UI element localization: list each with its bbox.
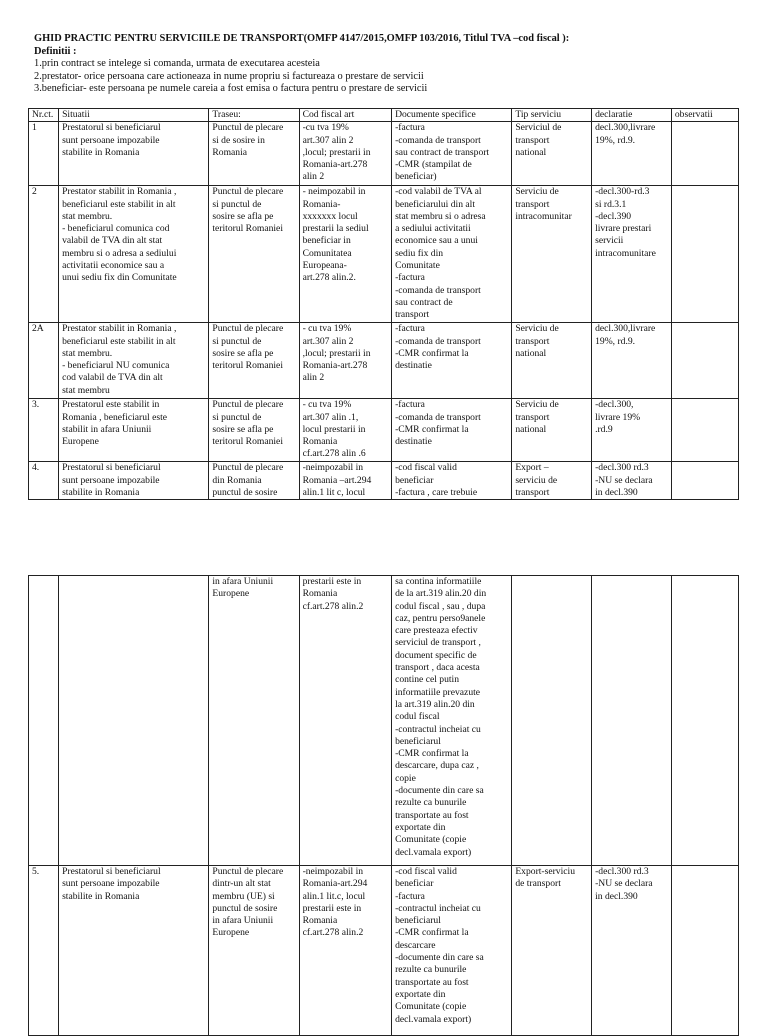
- cell-cod-fiscal: - neimpozabil in Romania- xxxxxxx locul prestarii la sediul beneficiar in Comunitatea Europeana- art.278 alin.2.: [299, 186, 392, 323]
- cell-observatii: [671, 399, 738, 462]
- cell-declaratie: -decl.300 rd.3 -NU se declara in decl.390: [592, 462, 672, 500]
- definition-item: 3.beneficiar- este persoana pe numele careia a fost emisa o factura pentru o prestare de servicii: [34, 83, 428, 95]
- cell-tip-serviciu: Serviciu de transport national: [512, 399, 592, 462]
- cell-nr: 4.: [29, 462, 59, 500]
- column-header-situatii: Situatii: [59, 109, 209, 122]
- cell-nr: 3.: [29, 399, 59, 462]
- cell-observatii: [671, 323, 738, 399]
- definition-item: 1.prin contract se intelege si comanda, urmata de executarea acesteia: [34, 58, 320, 70]
- cell-situatii: Prestatorul si beneficiarul sunt persoane impozabile stabilite in Romania: [59, 122, 209, 186]
- cell-traseu: Punctul de plecare si punctul de sosire se afla pe teritorul Romaniei: [209, 323, 299, 399]
- cell-traseu: in afara Uniunii Europene: [209, 576, 299, 866]
- column-header-traseu: Traseu:: [209, 109, 299, 122]
- column-header-documente: Documente specifice: [392, 109, 512, 122]
- cell-observatii: [671, 866, 738, 1036]
- document-title: GHID PRACTIC PENTRU SERVICIILE DE TRANSPORT(OMFP 4147/2015,OMFP 103/2016, Titlul TVA –cod fiscal ):: [34, 33, 570, 44]
- cell-situatii: Prestatorul si beneficiarul sunt persoane impozabile stabilite in Romania: [59, 866, 209, 1036]
- cell-nr: 5.: [29, 866, 59, 1036]
- cell-observatii: [671, 462, 738, 500]
- cell-situatii: Prestatorul si beneficiarul sunt persoane impozabile stabilite in Romania: [59, 462, 209, 500]
- cell-tip-serviciu: [512, 576, 592, 866]
- cell-documente: -cod valabil de TVA al beneficiarului din alt stat membru si o adresa a sediului activitatii economice sau a unui sediu fix din Comunitate -factura -comanda de transport sau contract de transport: [392, 186, 512, 323]
- definition-item: 2.prestator- orice persoana care actioneaza in nume propriu si factureaza o prestare de servicii: [34, 70, 424, 82]
- cell-declaratie: -decl.300 rd.3 -NU se declara in decl.390: [592, 866, 672, 1036]
- column-header-nr: Nr.ct.: [29, 109, 59, 122]
- document-page-2: [0, 575, 768, 1024]
- cell-documente: -cod fiscal valid beneficiar -factura -contractul incheiat cu beneficiarul -CMR confirmat la descarcare -documente din care sa rezulte ca bunurile transportate au fost exportate din Comunitate (copie decl.vamala export): [392, 866, 512, 1036]
- cell-documente: sa contina informatiile de la art.319 alin.20 din codul fiscal , sau , dupa caz, pentru perso9anele care presteaza efectiv serviciul de transport , document specific de transport , daca acesta contine cel putin informatiile prevazute la art.319 alin.20 din codul fiscal -contractul incheiat cu beneficiarul -CMR confirmat la descarcare, dupa caz , copie -documente din care sa rezulte ca bunurile transportate au fost exportate din Comunitate (copie decl.vamala export): [392, 576, 512, 866]
- cell-cod-fiscal: -neimpozabil in Romania-art.294 alin.1 lit.c, locul prestarii este in Romania cf.art.278 alin.2: [299, 866, 392, 1036]
- document-header: [34, 33, 754, 96]
- cell-cod-fiscal: prestarii este in Romania cf.art.278 alin.2: [299, 576, 392, 866]
- cell-traseu: Punctul de plecare din Romania punctul de sosire: [209, 462, 299, 500]
- cell-tip-serviciu: Serviciu de transport national: [512, 323, 592, 399]
- table-header-row: [29, 109, 739, 122]
- cell-situatii: Prestatorul este stabilit in Romania , beneficiarul este stabilit in afara Uniunii Europene: [59, 399, 209, 462]
- transport-services-table-continued: [28, 575, 739, 1036]
- table-row: [29, 462, 739, 500]
- cell-declaratie: [592, 576, 672, 866]
- cell-tip-serviciu: Export-serviciu de transport: [512, 866, 592, 1036]
- cell-documente: -factura -comanda de transport sau contract de transport -CMR (stampilat de beneficiar): [392, 122, 512, 186]
- table-row: [29, 866, 739, 1036]
- cell-nr: 2A: [29, 323, 59, 399]
- cell-nr: 1: [29, 122, 59, 186]
- cell-declaratie: decl.300,livrare 19%, rd.9.: [592, 323, 672, 399]
- cell-observatii: [671, 576, 738, 866]
- transport-services-table: [28, 108, 739, 500]
- cell-situatii: [59, 576, 209, 866]
- cell-situatii: Prestator stabilit in Romania , beneficiarul este stabilit in alt stat membru. - beneficiarul comunica cod valabil de TVA din alt stat membru si o adresa a sediului activitatii economice sau a unui sediu fix din Comunitate: [59, 186, 209, 323]
- table-row: [29, 186, 739, 323]
- definitions-label: Definitii :: [34, 45, 77, 57]
- cell-documente: -cod fiscal valid beneficiar -factura , care trebuie: [392, 462, 512, 500]
- cell-cod-fiscal: -cu tva 19% art.307 alin 2 ,locul; prestarii in Romania-art.278 alin 2: [299, 122, 392, 186]
- cell-traseu: Punctul de plecare si punctul de sosire se afla pe teritorul Romaniei: [209, 399, 299, 462]
- cell-nr: [29, 576, 59, 866]
- table-row: [29, 399, 739, 462]
- table-row: [29, 576, 739, 866]
- cell-documente: -factura -comanda de transport -CMR confirmat la destinatie: [392, 323, 512, 399]
- cell-traseu: Punctul de plecare si punctul de sosire se afla pe teritorul Romaniei: [209, 186, 299, 323]
- table-row: [29, 122, 739, 186]
- table-row: [29, 323, 739, 399]
- page-break: [0, 520, 768, 575]
- cell-declaratie: decl.300,livrare 19%, rd.9.: [592, 122, 672, 186]
- column-header-tip-serviciu: Tip serviciu: [512, 109, 592, 122]
- column-header-cod-fiscal: Cod fiscal art: [299, 109, 392, 122]
- cell-tip-serviciu: Serviciul de transport national: [512, 122, 592, 186]
- cell-declaratie: -decl.300-rd.3 si rd.3.1 -decl.390 livrare prestari servicii intracomunitare: [592, 186, 672, 323]
- cell-nr: 2: [29, 186, 59, 323]
- column-header-declaratie: declaratie: [592, 109, 672, 122]
- cell-cod-fiscal: -neimpozabil in Romania –art.294 alin.1 lit c, locul: [299, 462, 392, 500]
- cell-documente: -factura -comanda de transport -CMR confirmat la destinatie: [392, 399, 512, 462]
- column-header-observatii: observatii: [671, 109, 738, 122]
- cell-observatii: [671, 122, 738, 186]
- cell-declaratie: -decl.300, livrare 19% .rd.9: [592, 399, 672, 462]
- cell-traseu: Punctul de plecare si de sosire in Romania: [209, 122, 299, 186]
- cell-observatii: [671, 186, 738, 323]
- cell-situatii: Prestator stabilit in Romania , beneficiarul este stabilit in alt stat membru. - beneficiarul NU comunica cod valabil de TVA din alt stat membru: [59, 323, 209, 399]
- cell-tip-serviciu: Export – serviciu de transport: [512, 462, 592, 500]
- cell-traseu: Punctul de plecare dintr-un alt stat membru (UE) si punctul de sosire in afara Uniunii Europene: [209, 866, 299, 1036]
- cell-cod-fiscal: - cu tva 19% art.307 alin .1, locul prestarii in Romania cf.art.278 alin .6: [299, 399, 392, 462]
- cell-tip-serviciu: Serviciu de transport intracomunitar: [512, 186, 592, 323]
- cell-cod-fiscal: - cu tva 19% art.307 alin 2 ,locul; prestarii in Romania-art.278 alin 2: [299, 323, 392, 399]
